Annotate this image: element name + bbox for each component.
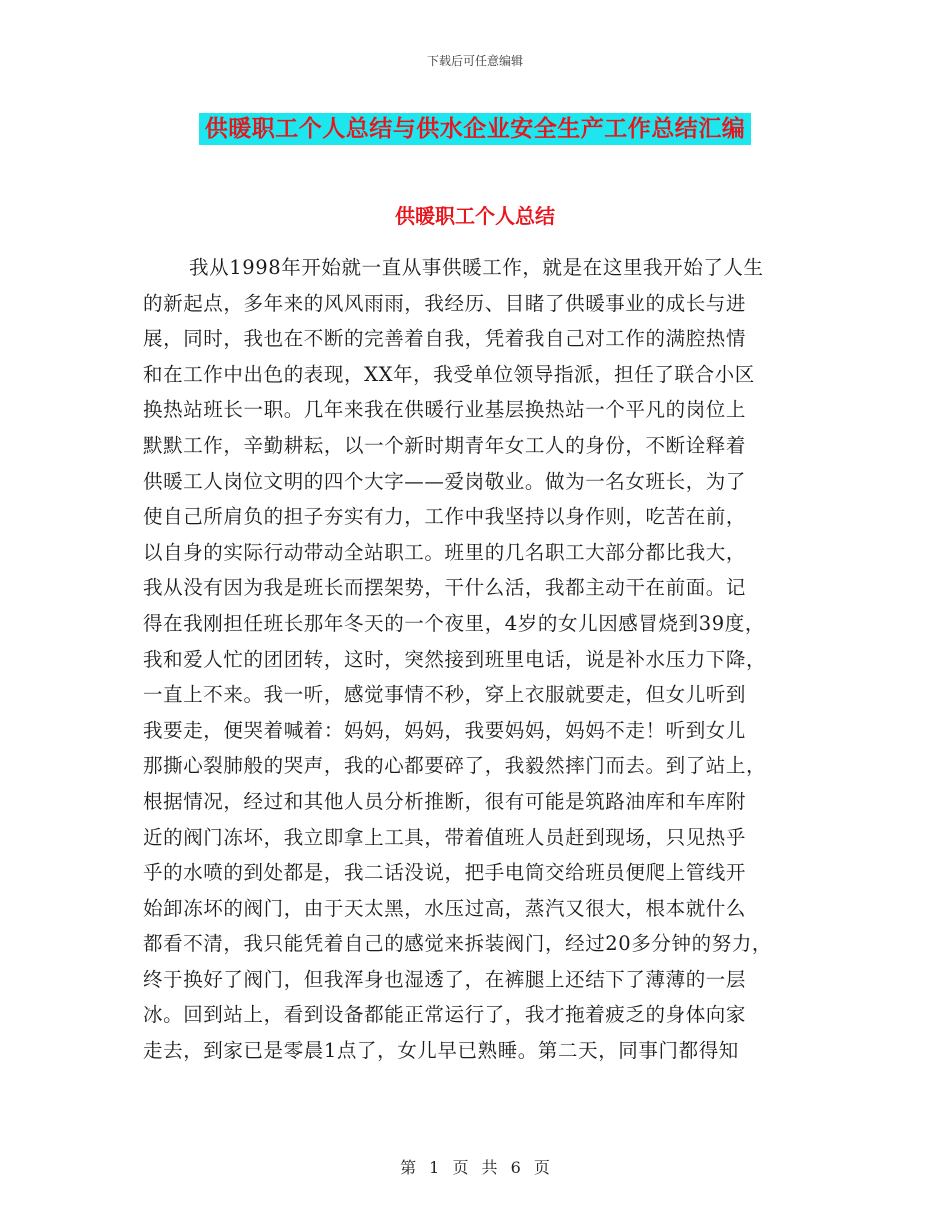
body-line: 和在工作中出色的表现，XX年，我受单位领导指派，担任了联合小区 bbox=[143, 362, 755, 386]
header-note: 下载后可任意编辑 bbox=[426, 54, 523, 68]
body-text bbox=[143, 250, 823, 1069]
body-line: 一直上不来。我一听，感觉事情不秒，穿上衣服就要走，但女儿听到 bbox=[143, 683, 747, 707]
document-title-container bbox=[0, 113, 950, 145]
body-line: 根据情况，经过和其他人员分析推断，很有可能是筑路油库和车库附 bbox=[143, 789, 747, 813]
body-line: 冰。回到站上，看到设备都能正常运行了，我才拖着疲乏的身体向家 bbox=[143, 1003, 747, 1027]
body-line: 得在我刚担任班长那年冬天的一个夜里，4岁的女儿因感冒烧到39度， bbox=[143, 611, 765, 635]
body-line: 始卸冻坏的阀门，由于天太黑，水压过高，蒸汽又很大，根本就什么 bbox=[143, 896, 747, 920]
body-line: 近的阀门冻坏，我立即拿上工具，带着值班人员赶到现场，只见热乎 bbox=[143, 825, 747, 849]
body-line: 那撕心裂肺般的哭声，我的心都要碎了，我毅然摔门而去。到了站上， bbox=[143, 754, 767, 778]
body-line: 的新起点，多年来的风风雨雨，我经历、目睹了供暖事业的成长与进 bbox=[143, 291, 747, 315]
section-title: 供暖职工个人总结 bbox=[395, 204, 555, 228]
body-line: 使自己所肩负的担子夯实有力，工作中我坚持以身作则，吃苦在前， bbox=[143, 505, 747, 529]
body-line: 都看不清，我只能凭着自己的感觉来拆装阀门，经过20多分钟的努力， bbox=[143, 932, 773, 956]
body-line: 终于换好了阀门，但我浑身也湿透了，在裤腿上还结下了薄薄的一层 bbox=[143, 967, 747, 991]
body-line: 以自身的实际行动带动全站职工。班里的几名职工大部分都比我大， bbox=[143, 540, 747, 564]
body-line: 我要走，便哭着喊着：妈妈，妈妈，我要妈妈，妈妈不走！听到女儿 bbox=[143, 718, 747, 742]
body-line: 我从没有因为我是班长而摆架势，干什么活，我都主动干在前面。记 bbox=[143, 576, 747, 600]
body-line: 乎的水喷的到处都是，我二话没说，把手电筒交给班员便爬上管线开 bbox=[143, 861, 747, 885]
document-title: 供暖职工个人总结与供水企业安全生产工作总结汇编 bbox=[199, 113, 752, 145]
page-footer: 第 1 页 共 6 页 bbox=[400, 1158, 550, 1177]
body-line: 我从1998年开始就一直从事供暖工作，就是在这里我开始了人生 bbox=[189, 256, 764, 279]
body-line: 我和爱人忙的团团转，这时，突然接到班里电话，说是补水压力下降， bbox=[143, 647, 767, 671]
body-line: 供暖工人岗位文明的四个大字——爱岗敬业。做为一名女班长，为了 bbox=[143, 469, 747, 493]
body-line: 默默工作，辛勤耕耘，以一个新时期青年女工人的身份，不断诠释着 bbox=[143, 433, 747, 457]
body-line: 走去，到家已是零晨1点了，女儿早已熟睡。第二天，同事门都得知 bbox=[143, 1039, 739, 1063]
body-line: 展，同时，我也在不断的完善着自我，凭着我自己对工作的满腔热情 bbox=[143, 327, 747, 351]
body-line: 换热站班长一职。几年来我在供暖行业基层换热站一个平凡的岗位上 bbox=[143, 398, 747, 422]
